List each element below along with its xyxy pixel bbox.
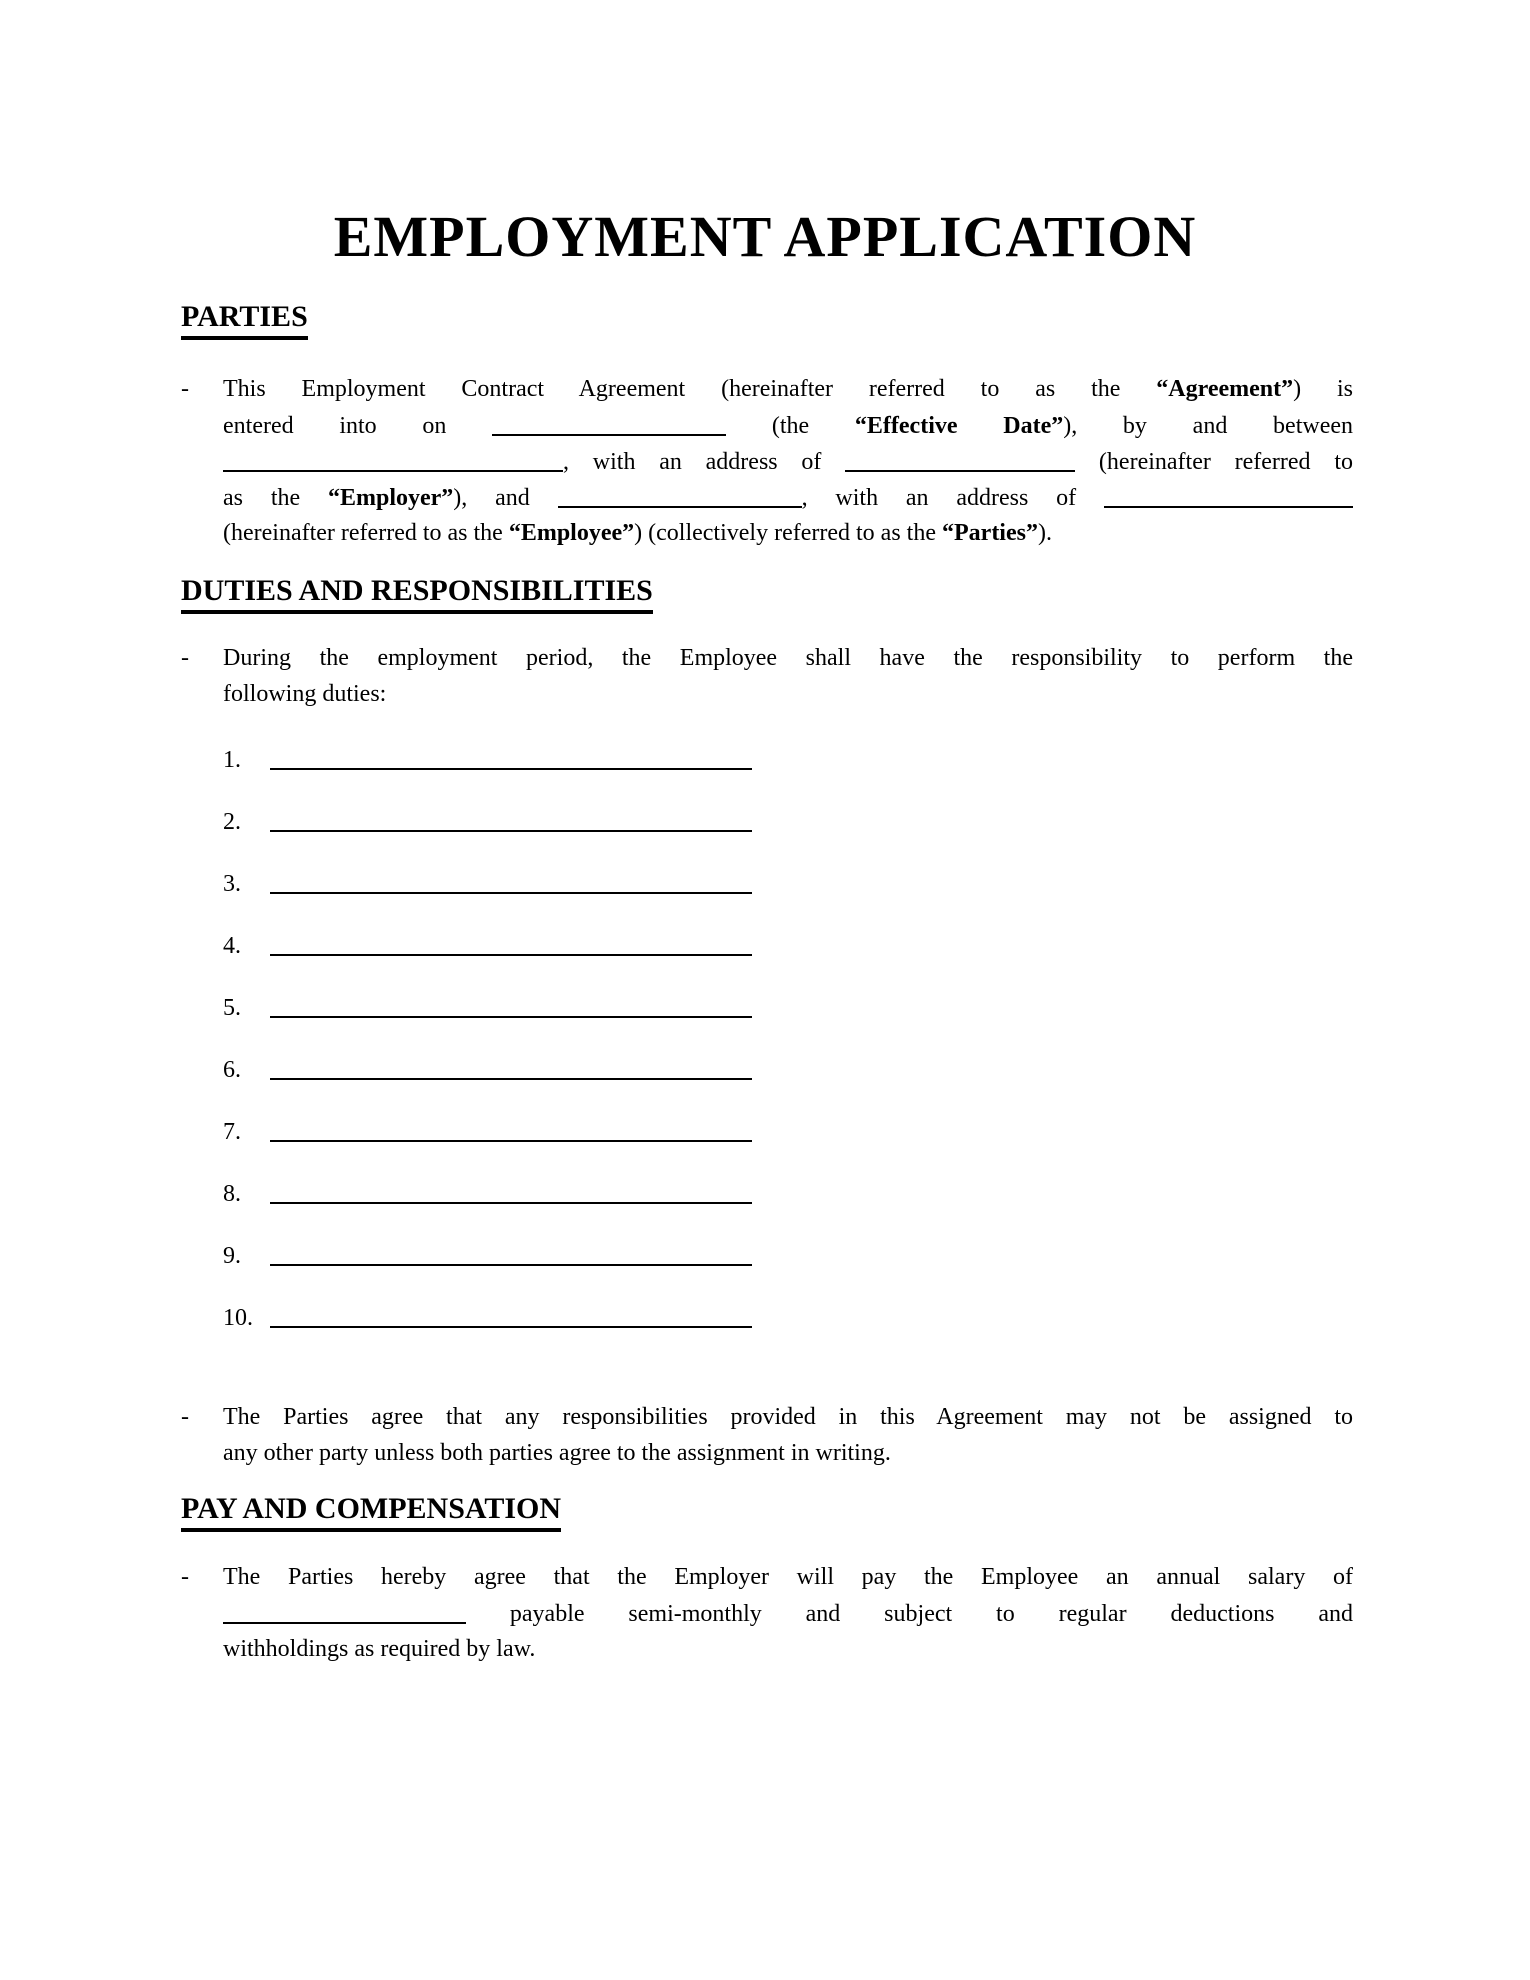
text-run: This Employment Contract Agreement (hereinafter referred to as the xyxy=(223,376,1157,402)
duty-list-item xyxy=(223,927,752,963)
duty-list-item xyxy=(223,1299,752,1335)
duty-number: 5. xyxy=(223,995,241,1021)
blank-salary-amount xyxy=(223,1598,466,1624)
pay-text xyxy=(223,1559,1353,1667)
text-line xyxy=(223,479,1353,515)
blank-employee-address xyxy=(1104,482,1353,508)
duty-number: 3. xyxy=(223,871,241,897)
duty-list-item xyxy=(223,1175,752,1211)
duty-list-item xyxy=(223,865,752,901)
pay-paragraph xyxy=(181,1559,1353,1667)
duty-number: 6. xyxy=(223,1057,241,1083)
text-line xyxy=(223,640,1353,676)
duty-number: 10. xyxy=(223,1305,253,1331)
blank-effective-date xyxy=(492,410,726,436)
blank-employer-address xyxy=(845,446,1075,472)
heading-text: PARTIES xyxy=(181,300,308,340)
heading-text: PAY AND COMPENSATION xyxy=(181,1492,561,1532)
text-run: withholdings as required by law. xyxy=(223,1636,536,1662)
text-run: ) (collectively referred to as the xyxy=(634,520,942,546)
text-run: ). xyxy=(1037,520,1052,546)
parties-text xyxy=(223,371,1353,551)
text-run: payable semi-monthly and subject to regular deductions and xyxy=(466,1601,1353,1627)
duty-list-item xyxy=(223,989,752,1025)
blank-duty-1 xyxy=(270,744,752,770)
bullet-dash: - xyxy=(181,645,189,671)
bold-text: “Effective Date” xyxy=(854,413,1064,439)
text-run: ), and xyxy=(453,485,558,511)
text-line xyxy=(223,1435,1353,1471)
section-heading-pay xyxy=(181,1492,561,1532)
blank-duty-2 xyxy=(270,806,752,832)
text-line xyxy=(223,1559,1353,1595)
text-run: entered into on xyxy=(223,413,493,439)
section-heading-duties xyxy=(181,574,653,614)
duty-number: 4. xyxy=(223,933,241,959)
blank-duty-5 xyxy=(270,992,752,1018)
blank-duty-7 xyxy=(270,1116,752,1142)
bullet-dash: - xyxy=(181,1564,189,1590)
blank-employee-name xyxy=(558,482,802,508)
text-line xyxy=(223,515,1353,551)
duties-intro-text xyxy=(223,640,1353,712)
bold-text: “Employer” xyxy=(327,485,454,511)
text-run: any other party unless both parties agree to the assignment in writing. xyxy=(223,1440,891,1466)
blank-duty-3 xyxy=(270,868,752,894)
text-run: , with an address of xyxy=(563,449,846,475)
bullet-dash: - xyxy=(181,1404,189,1430)
duty-number: 8. xyxy=(223,1181,241,1207)
text-run: , with an address of xyxy=(801,485,1104,511)
document-title: EMPLOYMENT APPLICATION xyxy=(333,204,1197,269)
parties-paragraph xyxy=(181,371,1353,551)
text-run: (the xyxy=(726,413,855,439)
text-run: The Parties hereby agree that the Employer will pay the Employee an annual salary of xyxy=(223,1564,1353,1590)
heading-text: DUTIES AND RESPONSIBILITIES xyxy=(181,574,653,614)
bold-text: “Agreement” xyxy=(1156,376,1294,402)
blank-duty-4 xyxy=(270,930,752,956)
blank-employer-name xyxy=(223,446,563,472)
text-line xyxy=(223,676,1353,712)
assignment-text xyxy=(223,1399,1353,1471)
duty-list-item xyxy=(223,1237,752,1273)
duty-list-item xyxy=(223,803,752,839)
duty-list-item xyxy=(223,1113,752,1149)
bullet-dash: - xyxy=(181,376,189,402)
text-run: ), by and between xyxy=(1063,413,1353,439)
text-run: following duties: xyxy=(223,681,387,707)
duties-list xyxy=(223,741,752,1361)
duty-number: 7. xyxy=(223,1119,241,1145)
text-line xyxy=(223,1595,1353,1631)
duty-number: 9. xyxy=(223,1243,241,1269)
text-run: During the employment period, the Employee shall have the responsibility to perform the xyxy=(223,645,1353,671)
text-run: (hereinafter referred to xyxy=(1075,449,1353,475)
blank-duty-6 xyxy=(270,1054,752,1080)
blank-duty-9 xyxy=(270,1240,752,1266)
duty-number: 1. xyxy=(223,747,241,773)
blank-duty-8 xyxy=(270,1178,752,1204)
text-run: as the xyxy=(223,485,328,511)
section-heading-parties xyxy=(181,300,308,340)
assignment-paragraph xyxy=(181,1399,1353,1471)
blank-duty-10 xyxy=(270,1302,752,1328)
text-run: ) is xyxy=(1293,376,1353,402)
duty-number: 2. xyxy=(223,809,241,835)
text-run: The Parties agree that any responsibilities provided in this Agreement may not be assigned to xyxy=(223,1404,1353,1430)
text-run: (hereinafter referred to as the xyxy=(223,520,509,546)
text-line xyxy=(223,407,1353,443)
duty-list-item xyxy=(223,1051,752,1087)
text-line xyxy=(223,1399,1353,1435)
duties-intro-paragraph xyxy=(181,640,1353,712)
duty-list-item xyxy=(223,741,752,777)
bold-text: “Employee” xyxy=(508,520,635,546)
bold-text: “Parties” xyxy=(942,520,1038,546)
text-line xyxy=(223,443,1353,479)
text-line xyxy=(223,1631,1353,1667)
text-line xyxy=(223,371,1353,407)
